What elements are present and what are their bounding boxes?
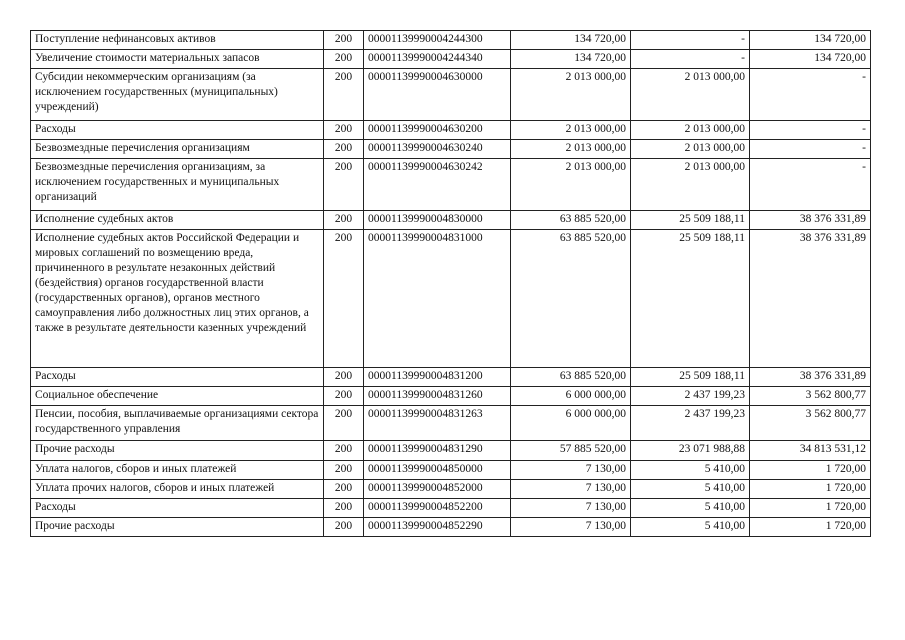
row-plan-cell: 63 885 520,00 — [511, 368, 631, 387]
row-kbk-cell: 00001139990004630240 — [364, 140, 511, 159]
row-plan-cell: 2 013 000,00 — [511, 140, 631, 159]
row-kbk-cell: 00001139990004831000 — [364, 230, 511, 368]
row-code-cell: 200 — [324, 211, 364, 230]
row-plan-cell: 2 013 000,00 — [511, 69, 631, 121]
row-name-cell: Субсидии некоммерческим организациям (за исключением государственных (муниципальных) учреждений) — [31, 69, 324, 121]
row-name-cell: Расходы — [31, 121, 324, 140]
row-kbk-cell: 00001139990004630242 — [364, 159, 511, 211]
row-rest-cell: 134 720,00 — [750, 50, 871, 69]
row-rest-cell: - — [750, 121, 871, 140]
row-code-cell: 200 — [324, 406, 364, 441]
row-rest-cell: 1 720,00 — [750, 480, 871, 499]
row-fact-cell: 23 071 988,88 — [631, 441, 750, 461]
row-rest-cell: 1 720,00 — [750, 499, 871, 518]
row-plan-cell: 6 000 000,00 — [511, 387, 631, 406]
row-name-cell: Прочие расходы — [31, 441, 324, 461]
row-kbk-cell: 00001139990004830000 — [364, 211, 511, 230]
row-code-cell: 200 — [324, 441, 364, 461]
row-code-cell: 200 — [324, 230, 364, 368]
row-kbk-cell: 00001139990004244300 — [364, 31, 511, 50]
row-rest-cell: 1 720,00 — [750, 461, 871, 480]
row-rest-cell: - — [750, 159, 871, 211]
row-name-cell: Пенсии, пособия, выплачиваемые организациями сектора государственного управления — [31, 406, 324, 441]
row-code-cell: 200 — [324, 461, 364, 480]
row-rest-cell: 34 813 531,12 — [750, 441, 871, 461]
table-row — [31, 50, 871, 69]
row-plan-cell: 6 000 000,00 — [511, 406, 631, 441]
table-row — [31, 211, 871, 230]
row-kbk-cell: 00001139990004831263 — [364, 406, 511, 441]
row-kbk-cell: 00001139990004831290 — [364, 441, 511, 461]
row-rest-cell: 38 376 331,89 — [750, 368, 871, 387]
table-row — [31, 406, 871, 441]
row-fact-cell: 5 410,00 — [631, 499, 750, 518]
row-plan-cell: 7 130,00 — [511, 499, 631, 518]
row-kbk-cell: 00001139990004630200 — [364, 121, 511, 140]
row-fact-cell: - — [631, 31, 750, 50]
row-name-cell: Поступление нефинансовых активов — [31, 31, 324, 50]
row-name-cell: Уплата налогов, сборов и иных платежей — [31, 461, 324, 480]
row-fact-cell: 2 437 199,23 — [631, 387, 750, 406]
row-fact-cell: 5 410,00 — [631, 480, 750, 499]
row-kbk-cell: 00001139990004244340 — [364, 50, 511, 69]
row-rest-cell: - — [750, 69, 871, 121]
row-name-cell: Уплата прочих налогов, сборов и иных платежей — [31, 480, 324, 499]
row-name-cell: Исполнение судебных актов — [31, 211, 324, 230]
row-name-cell: Исполнение судебных актов Российской Федерации и мировых соглашений по возмещению вреда, причиненного в результате незаконных действий (бездействия) органов государственной власти (государственных органов), органов местного самоуправления либо должностных лиц этих органов, а также в результате деятельности казенных учреждений — [31, 230, 324, 368]
row-fact-cell: 2 013 000,00 — [631, 159, 750, 211]
row-code-cell: 200 — [324, 50, 364, 69]
row-name-cell: Безвозмездные перечисления организациям — [31, 140, 324, 159]
table-row — [31, 480, 871, 499]
row-rest-cell: 3 562 800,77 — [750, 406, 871, 441]
row-code-cell: 200 — [324, 140, 364, 159]
row-rest-cell: 38 376 331,89 — [750, 230, 871, 368]
row-plan-cell: 2 013 000,00 — [511, 159, 631, 211]
row-name-cell: Социальное обеспечение — [31, 387, 324, 406]
row-plan-cell: 2 013 000,00 — [511, 121, 631, 140]
row-rest-cell: 134 720,00 — [750, 31, 871, 50]
row-rest-cell: 38 376 331,89 — [750, 211, 871, 230]
row-plan-cell: 63 885 520,00 — [511, 211, 631, 230]
row-fact-cell: - — [631, 50, 750, 69]
row-fact-cell: 2 437 199,23 — [631, 406, 750, 441]
row-fact-cell: 5 410,00 — [631, 518, 750, 537]
table-row — [31, 518, 871, 537]
row-name-cell: Увеличение стоимости материальных запасов — [31, 50, 324, 69]
row-plan-cell: 57 885 520,00 — [511, 441, 631, 461]
row-rest-cell: - — [750, 140, 871, 159]
table-row — [31, 441, 871, 461]
row-rest-cell: 1 720,00 — [750, 518, 871, 537]
table-row — [31, 69, 871, 121]
row-plan-cell: 63 885 520,00 — [511, 230, 631, 368]
row-kbk-cell: 00001139990004850000 — [364, 461, 511, 480]
row-fact-cell: 25 509 188,11 — [631, 230, 750, 368]
row-rest-cell: 3 562 800,77 — [750, 387, 871, 406]
table-row — [31, 368, 871, 387]
row-plan-cell: 134 720,00 — [511, 31, 631, 50]
row-fact-cell: 2 013 000,00 — [631, 140, 750, 159]
row-kbk-cell: 00001139990004831200 — [364, 368, 511, 387]
table-row — [31, 121, 871, 140]
row-fact-cell: 25 509 188,11 — [631, 368, 750, 387]
table-row — [31, 140, 871, 159]
row-kbk-cell: 00001139990004852000 — [364, 480, 511, 499]
row-code-cell: 200 — [324, 31, 364, 50]
row-code-cell: 200 — [324, 69, 364, 121]
row-code-cell: 200 — [324, 159, 364, 211]
row-name-cell: Безвозмездные перечисления организациям, за исключением государственных и муниципальных организаций — [31, 159, 324, 211]
table-row — [31, 387, 871, 406]
row-fact-cell: 25 509 188,11 — [631, 211, 750, 230]
table-row — [31, 499, 871, 518]
row-fact-cell: 2 013 000,00 — [631, 121, 750, 140]
row-code-cell: 200 — [324, 480, 364, 499]
row-plan-cell: 7 130,00 — [511, 480, 631, 499]
row-plan-cell: 7 130,00 — [511, 518, 631, 537]
row-plan-cell: 7 130,00 — [511, 461, 631, 480]
table-row — [31, 461, 871, 480]
row-code-cell: 200 — [324, 121, 364, 140]
row-kbk-cell: 00001139990004852200 — [364, 499, 511, 518]
row-name-cell: Прочие расходы — [31, 518, 324, 537]
row-fact-cell: 2 013 000,00 — [631, 69, 750, 121]
row-code-cell: 200 — [324, 368, 364, 387]
table-row — [31, 159, 871, 211]
row-name-cell: Расходы — [31, 368, 324, 387]
table-row — [31, 31, 871, 50]
table-row — [31, 230, 871, 368]
row-kbk-cell: 00001139990004831260 — [364, 387, 511, 406]
row-fact-cell: 5 410,00 — [631, 461, 750, 480]
row-kbk-cell: 00001139990004852290 — [364, 518, 511, 537]
row-kbk-cell: 00001139990004630000 — [364, 69, 511, 121]
row-name-cell: Расходы — [31, 499, 324, 518]
row-code-cell: 200 — [324, 499, 364, 518]
budget-execution-table — [30, 30, 871, 537]
row-code-cell: 200 — [324, 387, 364, 406]
row-plan-cell: 134 720,00 — [511, 50, 631, 69]
row-code-cell: 200 — [324, 518, 364, 537]
